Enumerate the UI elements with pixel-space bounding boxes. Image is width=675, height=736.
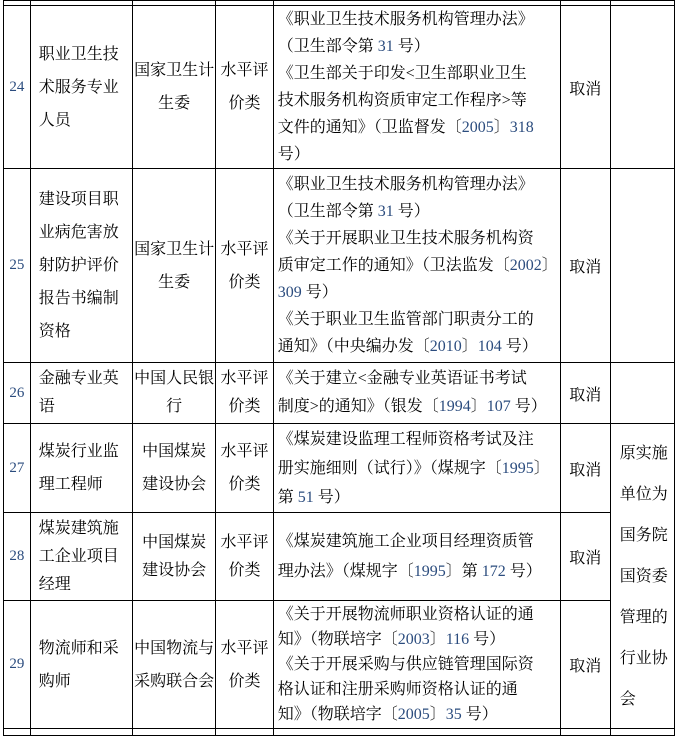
text-line: 建设协会: [142, 476, 207, 493]
text-line: 生委: [158, 95, 191, 112]
status-cancelled: 取消: [560, 169, 610, 363]
text-line: 通知》（中央编办发〔2010〕104 号）: [277, 338, 538, 355]
qualification-type: [216, 601, 273, 729]
text-line: 价类: [228, 476, 261, 493]
sliver-cell: [30, 729, 132, 736]
text-line: 《职业卫生技术服务机构管理办法》: [277, 176, 534, 193]
text-line: 报告书编制: [38, 290, 119, 307]
text-line: 理工程师: [38, 476, 103, 493]
text-line: 业病危害放: [38, 224, 119, 241]
implementing-unit: [132, 601, 215, 729]
table-row: [4, 363, 675, 424]
text-line: 行业协: [619, 649, 668, 667]
text-line: 《职业卫生技术服务机构管理办法》: [277, 11, 534, 28]
text-line: 《关于建立<金融专业英语证书考试: [277, 370, 527, 387]
text-line: （卫生部令第 31 号）: [277, 38, 430, 55]
text-line: 煤炭行业监: [38, 443, 119, 460]
table-row: [4, 513, 675, 601]
text-line: 理办法》（煤规字〔1995〕第 172 号）: [277, 562, 542, 580]
note-cell: [610, 363, 674, 424]
text-line: 工企业项目: [38, 547, 119, 565]
status-cancelled: 取消: [560, 513, 610, 601]
qualification-cancellation-table: [3, 0, 675, 736]
table-row: [4, 424, 675, 513]
basis-documents: [273, 601, 560, 729]
text-line: 价类: [228, 273, 261, 291]
basis-documents: [273, 6, 560, 169]
implementing-unit: [132, 6, 215, 169]
text-line: 价类: [228, 561, 261, 579]
text-line: 《煤炭建筑施工企业项目经理资质管: [277, 532, 534, 550]
text-line: 中国人民银: [134, 370, 215, 387]
sliver-cell: [610, 729, 674, 736]
text-line: 号）: [277, 146, 310, 163]
text-line: 水平评: [220, 639, 269, 657]
text-line: 《卫生部关于印发<卫生部职业卫生: [277, 65, 527, 82]
implementing-unit: [132, 513, 215, 601]
text-line: 文件的通知》（卫监督发〔2005〕318: [277, 119, 534, 136]
qualification-name: [30, 424, 132, 513]
text-line: 知》（物联培字〔2003〕116 号）: [277, 631, 506, 648]
status-cancelled: 取消: [560, 601, 610, 729]
text-line: 职业卫生技: [38, 45, 119, 63]
text-line: 水平评: [220, 370, 269, 387]
text-line: 价类: [228, 95, 261, 112]
text-line: 射防护评价: [38, 257, 119, 274]
implementing-unit: [132, 169, 215, 363]
text-line: （卫生部令第 31 号）: [277, 203, 430, 220]
basis-documents: [273, 363, 560, 424]
row-number: 27: [4, 424, 31, 513]
text-line: 术服务专业: [38, 78, 119, 96]
text-line: 价类: [228, 398, 261, 415]
text-line: 质审定工作的通知》（卫法监发〔2002〕: [277, 257, 558, 274]
text-line: 中国煤炭: [142, 533, 207, 551]
implementing-unit: [132, 424, 215, 513]
text-line: 水平评: [220, 533, 269, 551]
text-line: 原实施: [619, 444, 668, 462]
qualification-type: [216, 6, 273, 169]
text-line: 《关于开展物流师职业资格认证的通: [277, 606, 534, 623]
sliver-cell: [132, 729, 215, 736]
qualification-name: [30, 363, 132, 424]
text-line: 购师: [38, 672, 71, 690]
text-line: 知》（物联培字〔2005〕35 号）: [277, 706, 498, 723]
text-line: 《关于开展采购与供应链管理国际资: [277, 656, 534, 673]
table-row: [4, 601, 675, 729]
text-line: 第 51 号）: [277, 488, 350, 506]
sliver-cell: [560, 729, 610, 736]
note-cell: [610, 6, 674, 169]
table-row: [4, 6, 675, 169]
text-line: 国务院: [619, 526, 668, 544]
text-line: 行: [166, 398, 183, 415]
qualification-type: [216, 424, 273, 513]
next-row-sliver: [4, 729, 675, 736]
basis-documents: [273, 513, 560, 601]
qualification-type: [216, 513, 273, 601]
text-line: 格认证和注册采购师资格认证的通: [277, 681, 518, 698]
text-line: 中国物流与: [134, 639, 215, 657]
text-line: 《关于职业卫生监管部门职责分工的: [277, 311, 534, 328]
text-line: 册实施细则（试行）》（煤规字〔1995〕: [277, 459, 550, 477]
row-number: 29: [4, 601, 31, 729]
qualification-name: [30, 169, 132, 363]
text-line: 人员: [38, 111, 71, 129]
text-line: 语: [38, 398, 55, 415]
qualification-type: [216, 169, 273, 363]
text-line: 309 号）: [277, 284, 338, 301]
text-line: 《关于开展职业卫生技术服务机构资: [277, 230, 534, 247]
text-line: 水平评: [220, 240, 269, 258]
text-line: 物流师和采: [38, 639, 119, 657]
text-line: 生委: [158, 273, 191, 291]
text-line: 国资委: [619, 567, 668, 585]
text-line: 煤炭建筑施: [38, 519, 119, 537]
text-line: 会: [619, 690, 636, 708]
status-cancelled: 取消: [560, 424, 610, 513]
text-line: 采购联合会: [134, 672, 215, 690]
text-line: 建设协会: [142, 561, 207, 579]
text-line: 水平评: [220, 62, 269, 79]
row-number: 26: [4, 363, 31, 424]
text-line: 制度>的通知》（银发〔1994〕107 号）: [277, 398, 547, 415]
text-line: 经理: [38, 575, 71, 593]
text-line: 国家卫生计: [134, 240, 215, 258]
sliver-cell: [216, 729, 273, 736]
qualification-type: [216, 363, 273, 424]
table-row: [4, 169, 675, 363]
text-line: 单位为: [619, 485, 668, 503]
text-line: 管理的: [619, 608, 668, 626]
qualification-name: [30, 601, 132, 729]
row-number: 28: [4, 513, 31, 601]
text-line: 技术服务机构资质审定工作程序>等: [277, 92, 527, 109]
implementing-unit: [132, 363, 215, 424]
text-line: 《煤炭建设监理工程师资格考试及注: [277, 430, 534, 448]
qualification-name: [30, 513, 132, 601]
qualification-name: [30, 6, 132, 169]
note-merged-cell: [610, 424, 674, 729]
sliver-cell: [4, 729, 31, 736]
text-line: 建设项目职: [38, 191, 119, 208]
basis-documents: [273, 424, 560, 513]
row-number: 25: [4, 169, 31, 363]
basis-documents: [273, 169, 560, 363]
status-cancelled: 取消: [560, 6, 610, 169]
row-number: 24: [4, 6, 31, 169]
note-cell: [610, 169, 674, 363]
status-cancelled: 取消: [560, 363, 610, 424]
text-line: 价类: [228, 672, 261, 690]
text-line: 金融专业英: [38, 370, 119, 387]
text-line: 国家卫生计: [134, 62, 215, 79]
text-line: 中国煤炭: [142, 443, 207, 460]
sliver-cell: [273, 729, 560, 736]
text-line: 资格: [38, 323, 71, 340]
text-line: 水平评: [220, 443, 269, 460]
